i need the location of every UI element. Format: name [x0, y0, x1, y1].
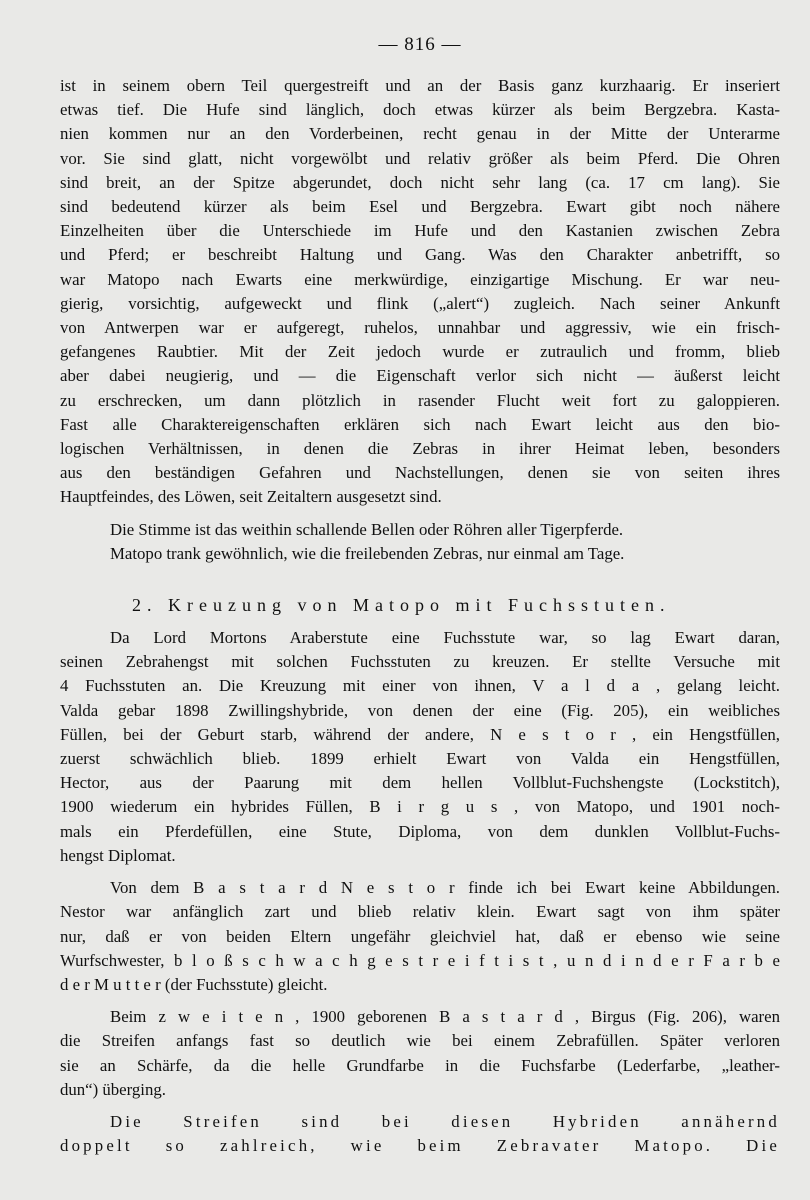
- text-line: Einzelheiten über die Unterschiede im Hufe und den Kastanien zwischen Zebra: [60, 221, 780, 241]
- text-line: und Pferd; er beschreibt Haltung und Gang. Was den Charakter anbetrifft, so: [60, 245, 780, 265]
- text-line: Fast alle Charaktereigenschaften erklären sich nach Ewart leicht aus den bio-: [60, 414, 780, 434]
- text-line: aus den beständigen Gefahren und Nachstellungen, denen sie von seiten ihres: [60, 463, 780, 483]
- text-line: gefangenes Raubtier. Mit der Zeit jedoch wurde er zutraulich und fromm, blieb: [60, 342, 780, 362]
- text-line: Hauptfeindes, des Löwen, seit Zeitaltern ausgesetzt sind.: [60, 487, 442, 507]
- text-line: logischen Verhältnissen, in denen die Zebras in ihrer Heimat leben, besonders: [60, 439, 780, 459]
- text-line: zu erschrecken, um dann plötzlich in rasender Flucht weit fort zu galoppieren.: [60, 390, 780, 410]
- text-line: etwas tief. Die Hufe sind länglich, doch etwas kürzer als beim Bergzebra. Kasta-: [60, 100, 780, 120]
- text-line: Füllen, bei der Geburt starb, während der andere, N e s t o r , ein Hengstfüllen,: [60, 724, 780, 744]
- text-line: Die Streifen sind bei diesen Hybriden annähernd: [110, 1111, 780, 1131]
- text-line: Beim z w e i t e n , 1900 geborenen B a s t a r d , Birgus (Fig. 206), waren: [110, 1007, 780, 1027]
- text-line: vor. Sie sind glatt, nicht vorgewölbt und relativ größer als beim Pferd. Die Ohren: [60, 148, 780, 168]
- text-line: doppelt so zahlreich, wie beim Zebravater Matopo. Die: [60, 1136, 780, 1156]
- text-line: 4 Fuchsstuten an. Die Kreuzung mit einer von ihnen, V a l d a , gelang leicht.: [60, 676, 780, 696]
- text-line: Die Stimme ist das weithin schallende Bellen oder Röhren aller Tigerpferde.: [110, 519, 624, 539]
- text-line: Von dem B a s t a r d N e s t o r finde ich bei Ewart keine Abbildungen.: [110, 878, 780, 898]
- text-line: Hector, aus der Paarung mit dem hellen Vollblut-Fuchshengste (Lockstitch),: [60, 773, 780, 793]
- text-line: Valda gebar 1898 Zwillingshybride, von denen der eine (Fig. 205), ein weibliches: [60, 700, 780, 720]
- text-line: gierig, vorsichtig, aufgeweckt und flink („alert“) zugleich. Nach seiner Ankunft: [60, 293, 780, 313]
- text-line: sind breit, an der Spitze abgerundet, doch nicht sehr lang (ca. 17 cm lang). Sie: [60, 172, 780, 192]
- paragraph-stripes: [60, 1110, 780, 1158]
- text-line: Matopo trank gewöhnlich, wie die freilebenden Zebras, nur einmal am Tage.: [110, 543, 625, 563]
- text-line: aber dabei neugierig, und — die Eigenschaft verlor sich nicht — äußerst leicht: [60, 366, 780, 386]
- section-heading: 2. Kreuzung von Matopo mit Fuchsstuten.: [132, 595, 671, 616]
- text-line: d e r M u t t e r (der Fuchsstute) gleicht.: [60, 974, 328, 994]
- text-line: mals ein Pferdefüllen, eine Stute, Diploma, von dem dunklen Vollblut-Fuchs-: [60, 821, 780, 841]
- text-line: seinen Zebrahengst mit solchen Fuchsstuten zu kreuzen. Er stellte Versuche mit: [60, 652, 780, 672]
- paragraph-anatomy: [60, 74, 780, 510]
- text-line: zuerst schwächlich blieb. 1899 erhielt Ewart von Valda ein Hengstfüllen,: [60, 749, 780, 769]
- text-line: hengst Diplomat.: [60, 845, 176, 865]
- paragraph-voice: [60, 518, 780, 566]
- text-line: dun“) überging.: [60, 1079, 166, 1099]
- text-line: ist in seinem obern Teil quergestreift und an der Basis ganz kurzhaarig. Er inseriert: [60, 76, 780, 95]
- text-line: sind bedeutend kürzer als beim Esel und Bergzebra. Ewart gibt noch nähere: [60, 197, 780, 217]
- text-line: nur, daß er von beiden Eltern ungefähr gleichviel hat, daß er ebenso wie seine: [60, 926, 780, 946]
- text-line: Nestor war anfänglich zart und blieb relativ klein. Ewart sagt von ihm später: [60, 902, 780, 922]
- text-line: war Matopo nach Ewarts eine merkwürdige, einzigartige Mischung. Er war neu-: [60, 269, 780, 289]
- text-line: sie an Schärfe, da die helle Grundfarbe in die Fuchsfarbe (Lederfarbe, „leather-: [60, 1055, 780, 1075]
- text-line: 1900 wiederum ein hybrides Füllen, B i r g u s , von Matopo, und 1901 noch-: [60, 797, 780, 817]
- text-line: die Streifen anfangs fast so deutlich wie bei einem Zebrafüllen. Später verloren: [60, 1031, 780, 1051]
- paragraph-birgus: [60, 1005, 780, 1102]
- paragraph-nestor: [60, 876, 780, 997]
- paragraph-crossing: [60, 626, 780, 868]
- text-line: Wurfschwester, b l o ß s c h w a c h g e s t r e i f t i s t , u n d i n d e r F a r b e: [60, 950, 780, 970]
- text-line: nien kommen nur an den Vorderbeinen, recht genau in der Mitte der Unterarme: [60, 124, 780, 144]
- text-line: von Antwerpen war er aufgeregt, ruhelos, unnahbar und aggressiv, wie ein frisch-: [60, 318, 780, 338]
- text-line: Da Lord Mortons Araberstute eine Fuchsstute war, so lag Ewart daran,: [110, 628, 780, 648]
- page-number: — 816 —: [378, 34, 462, 55]
